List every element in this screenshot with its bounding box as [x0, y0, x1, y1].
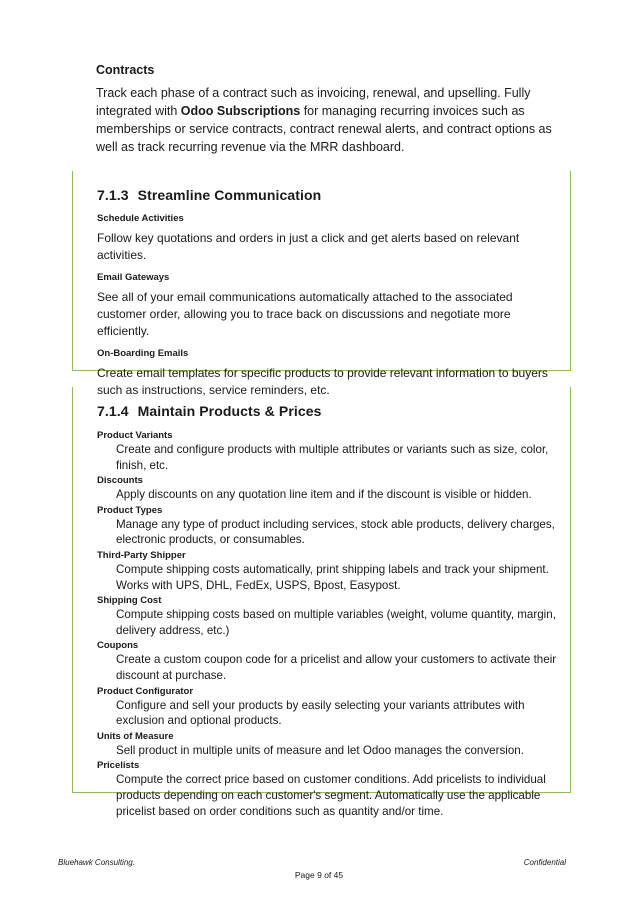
item-heading: Product Configurator	[97, 685, 194, 697]
item-text: Compute the correct price based on customer conditions. Add pricelists to individual products depending on each customer's segment. Automatically use the applicable pricelist based on order conditions such as quantity and/or time.	[116, 773, 546, 818]
contracts-text-part1: Track each phase of a contract such as invoicing, renewal, and upselling. Fully integrated with	[96, 86, 531, 118]
item-heading: Third-Party Shipper	[97, 549, 186, 561]
item-text: See all of your email communications automatically attached to the associated customer order, allowing you to trace back on discussions and negotiate more efficiently.	[97, 290, 513, 338]
odoo-subscriptions-bold: Odoo Subscriptions	[180, 104, 301, 118]
item-heading: Schedule Activities	[97, 213, 184, 224]
item-text: Create and configure products with multiple attributes or variants such as size, color, finish, etc.	[116, 443, 549, 472]
item-text: Compute shipping costs based on multiple variables (weight, volume quantity, margin, delivery address, etc.)	[116, 608, 556, 637]
item-heading: Product Types	[97, 504, 163, 516]
item-text: Sell product in multiple units of measure and let Odoo manages the conversion.	[116, 743, 524, 757]
item-text: Follow key quotations and orders in just a click and get alerts based on relevant activities.	[97, 231, 520, 262]
footer-page-number: Page 9 of 45	[294, 870, 344, 880]
section-7-1-3-box	[72, 171, 571, 397]
footer-company: Bluehawk Consulting.	[58, 858, 135, 867]
section-7-1-3-title	[97, 187, 558, 203]
item-text: Create email templates for specific products to provide relevant information to buyers such as instructions, service reminders, etc.	[97, 366, 548, 397]
contracts-text	[96, 84, 556, 156]
item-heading: Product Variants	[97, 430, 173, 441]
item-heading: Units of Measure	[97, 730, 174, 742]
contracts-text-part2: for managing recurring invoices such as memberships or service contracts, contract renewal alerts, and contract options as well as track recurring revenue via the MRR dashboard.	[96, 104, 552, 154]
item-heading: Email Gateways	[97, 272, 170, 283]
item-heading: Discounts	[97, 475, 143, 487]
item-heading: Shipping Cost	[97, 595, 162, 607]
item-text: Apply discounts on any quotation line item and if the discount is visible or hidden.	[116, 488, 532, 502]
item-heading: On-Boarding Emails	[97, 348, 189, 359]
item-text: Create a custom coupon code for a pricelist and allow your customers to activate their discount at purchase.	[116, 653, 557, 682]
contracts-section	[96, 63, 556, 156]
section-title-text: Maintain Products & Prices	[137, 403, 322, 419]
footer-confidential: Confidential	[523, 858, 566, 867]
item-heading: Coupons	[97, 640, 139, 652]
section-title-text: Streamline Communication	[137, 187, 322, 203]
contracts-heading: Contracts	[96, 63, 155, 77]
section-7-1-4-box	[72, 387, 571, 818]
item-text: Manage any type of product including services, stock able products, delivery charges, electronic products, or consumables.	[116, 517, 555, 547]
section-7-1-4-title	[97, 403, 558, 419]
item-heading: Pricelists	[97, 760, 140, 772]
section-number: 7.1.3	[97, 187, 129, 203]
item-text: Configure and sell your products by easily selecting your variants attributes with exclusion and optional products.	[116, 698, 525, 728]
section-number: 7.1.4	[97, 403, 129, 419]
item-text: Compute shipping costs automatically, print shipping labels and track your shipment. Works with UPS, DHL, FedEx, USPS, Bpost, Easypost.	[116, 562, 549, 592]
